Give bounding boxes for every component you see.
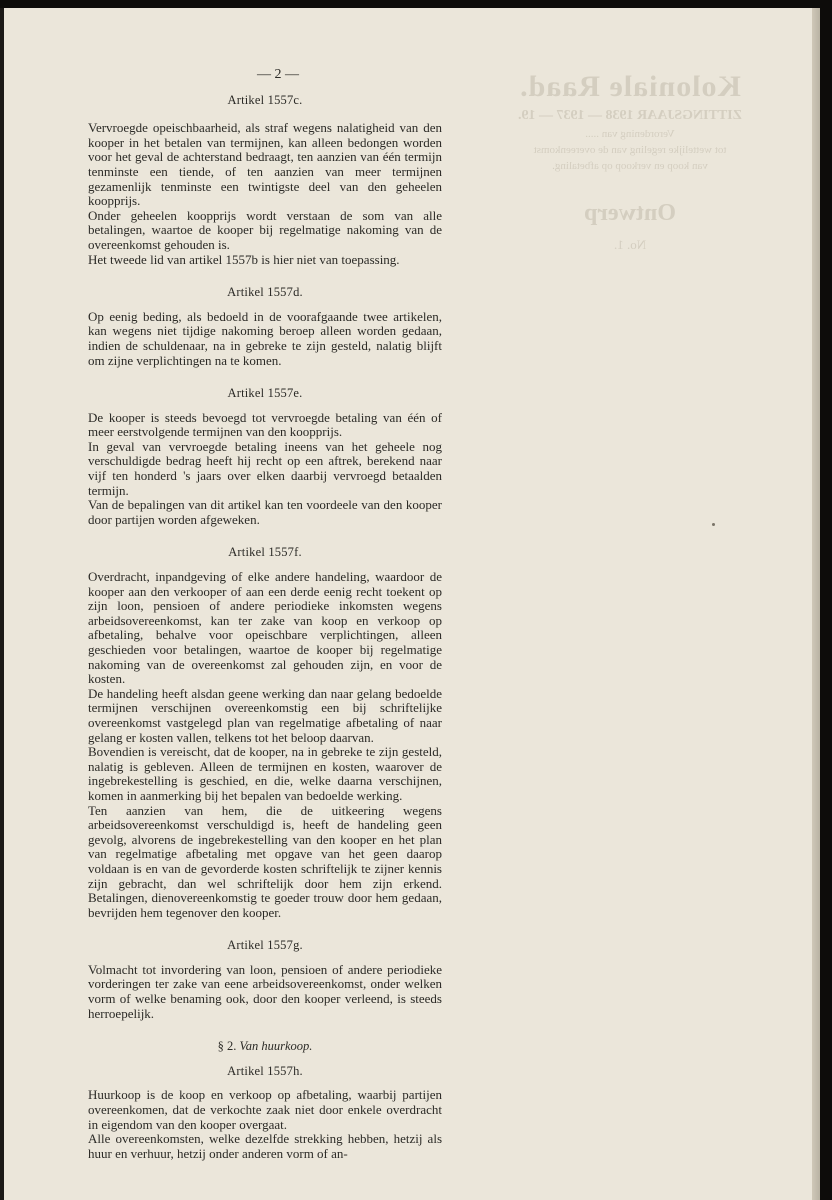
article-paragraph: De handeling heeft alsdan geene werking dan naar gelang bedoelde termijnen verschijnen overeenkomstig een bij schriftelijke overeenkomst vastgelegd plan van regelmatige afbetaling of naar gelang er kosten vallen, telkens tot het beloop daarvan. <box>88 685 442 745</box>
article-paragraph: Vervroegde opeischbaarheid, als straf wegens nalatigheid van den kooper in het betalen van termijnen, kan alleen bedongen worden voor het geval de achterstand bedraagt, ten aanzien van één termijn tenminste een tiende, of ten aanzien van meer termijnen gezamenlijk tenminste een twintigste deel van den geheelen koopprijs. <box>88 120 442 209</box>
scan-border-top <box>0 0 832 8</box>
article-paragraph: De kooper is steeds bevoegd tot vervroegde betaling van één of meer eerstvolgende termijnen van den koopprijs. <box>88 409 442 440</box>
section-heading <box>88 1039 442 1054</box>
article-paragraph: Alle overeenkomsten, welke dezelfde strekking hebben, hetzij als huur en verhuur, hetzij onder anderen vorm of an- <box>88 1131 442 1161</box>
page-number: — 2 — <box>257 67 299 82</box>
article-paragraph: Ten aanzien van hem, die de uitkeering wegens arbeidsovereenkomst verschuldigd is, heeft de handeling geen gevolg, alvorens de ingebrekestelling van den kooper en het plan van regelmatige afbetaling met opgave van het geen daarop voldaan is en van de gevorderde kosten schriftelijk te zijner kennis zijn gebracht, dan wel schriftelijk door hem zijn erkend. Betalingen, dienovereenkomstig te goeder trouw door hem gedaan, bevrijden hem tegenover den kooper. <box>88 802 442 920</box>
article-heading: Artikel 1557g. <box>227 938 303 953</box>
article-heading: Artikel 1557d. <box>227 285 303 300</box>
article-paragraph: Volmacht tot invordering van loon, pensioen of andere periodieke vorderingen ter zake van eene arbeidsovereenkomst, onder welken vorm of welke benaming ook, door den kooper verleend, is steeds herroepelijk. <box>88 961 442 1021</box>
show-through-ontwerp: Ontwerp <box>584 200 676 226</box>
article-paragraph: In geval van vervroegde betaling ineens van het geheele nog verschuldigde bedrag heeft hij recht op een aftrek, berekend naar vijf ten honderd 's jaars over elken daarbij vervroegd betaalden termijn. <box>88 438 442 498</box>
show-through-subtitle: ZITTINGSJAAR 1938 — 1937 — 19. <box>517 108 743 123</box>
article-paragraph: Het tweede lid van artikel 1557b is hier niet van toepassing. <box>88 251 400 267</box>
article-heading: Artikel 1557c. <box>227 92 303 107</box>
article-heading: Artikel 1557e. <box>227 386 303 401</box>
article-paragraph: Huurkoop is de koop en verkoop op afbetaling, waarbij partijen overeenkomen, dat de verkochte zaak niet door enkele overdracht in eigendom van den kooper overgaat. <box>88 1087 442 1132</box>
scan-border-right <box>820 0 832 1200</box>
page-spine-shadow <box>812 8 820 1200</box>
show-through-text <box>480 70 780 253</box>
show-through-title: Koloniale Raad. <box>519 70 741 103</box>
show-through-number: No. 1. <box>613 237 647 252</box>
show-through-line: van koop en verkoop op afbetaling. <box>552 160 708 172</box>
article-paragraph: Bovendien is vereischt, dat de kooper, na in gebreke te zijn gesteld, nalatig is gebleven. Alleen de termijnen en kosten, waarover de ingebrekestelling is geschied, en die, welke daarna verschijnen, komen in aanmerking bij het bepalen van bedoelde werking. <box>88 744 442 803</box>
section-title: Van huurkoop. <box>239 1039 313 1054</box>
show-through-line: tot wettelijke regeling van de overeenkomst <box>533 144 727 156</box>
article-paragraph: Overdracht, inpandgeving of elke andere handeling, waardoor de kooper aan den verkooper of aan een derde eenig recht toekent op zijn loon, pensioen of andere periodieke inkomsten wegens arbeidsovereenkomst, kan ter zake van koop en verkoop op afbetaling, behalve voor opeischbare verplichtingen, alleen geschieden voor betalingen, waartoe de kooper bij regelmatige nakoming van de overeenkomst zal gehouden zijn, en voor de kosten. <box>88 569 442 687</box>
article-heading: Artikel 1557h. <box>227 1063 303 1078</box>
document-body <box>88 68 442 1161</box>
article-paragraph: Op eenig beding, als bedoeld in de voorafgaande twee artikelen, kan wegens niet tijdige nakoming beroep alleen worden gedaan, indien de schuldenaar, na in gebreke te zijn gesteld, nalatig blijft om zijne verplichtingen na te komen. <box>88 308 442 368</box>
article-heading: Artikel 1557f. <box>228 545 302 560</box>
show-through-line: Verordening van ..... <box>585 128 675 140</box>
article-paragraph: Van de bepalingen van dit artikel kan ten voordeele van den kooper door partijen worden afgeweken. <box>88 497 442 527</box>
article-paragraph: Onder geheelen koopprijs wordt verstaan de som van alle betalingen, waartoe de kooper bij regelmatige nakoming van de overeenkomst gehouden is. <box>88 207 442 252</box>
speck <box>712 523 715 526</box>
section-number: § 2. <box>217 1039 237 1054</box>
